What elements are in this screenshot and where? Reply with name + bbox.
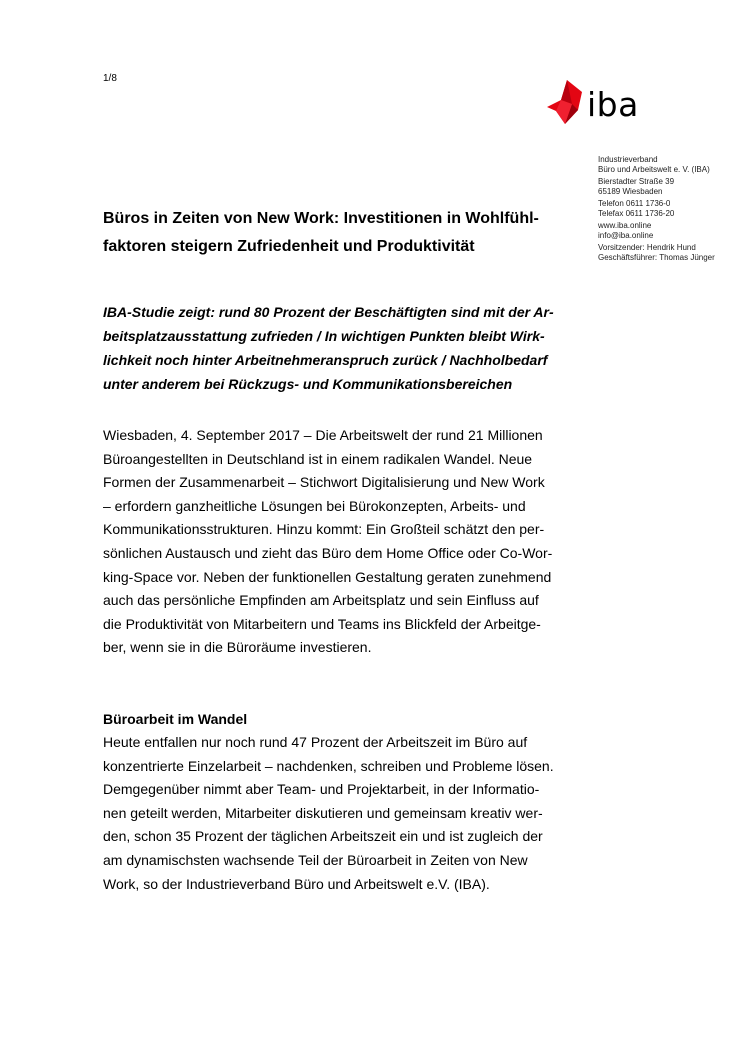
title-line: Büros in Zeiten von New Work: Investitionen in Wohlfühl- — [103, 210, 539, 227]
body-line: sönlichen Austausch und zieht das Büro dem Home Office oder Co-Wor- — [103, 544, 553, 561]
page-number: 1/8 — [103, 73, 117, 84]
body-line: Heute entfallen nur noch rund 47 Prozent der Arbeitszeit im Büro auf — [103, 734, 528, 750]
body-line: Demgegenüber nimmt aber Team- und Projektarbeit, in der Informatio- — [103, 781, 540, 798]
contact-chairman: Vorsitzender: Hendrik Hund — [598, 243, 696, 252]
contact-org-line-1: Industrieverband — [598, 155, 658, 164]
contact-managing-director: Geschäftsführer: Thomas Jünger — [598, 253, 715, 262]
body-line: Büroangestellten in Deutschland ist in einem radikalen Wandel. Neue — [103, 450, 533, 467]
contact-phone: Telefon 0611 1736-0 — [598, 199, 671, 208]
contact-sidebar — [598, 155, 743, 265]
body-line: konzentrierte Einzelarbeit – nachdenken, schreiben und Probleme lösen. — [103, 757, 554, 774]
body-paragraph-2 — [103, 731, 593, 896]
body-line: am dynamischsten wachsende Teil der Büroarbeit in Zeiten von New — [103, 851, 528, 868]
body-line: Wiesbaden, 4. September 2017 – Die Arbeitswelt der rund 21 Millionen — [103, 427, 543, 443]
body-line: Formen der Zusammenarbeit – Stichwort Digitalisierung und New Work — [103, 474, 545, 491]
lead-line: IBA-Studie zeigt: rund 80 Prozent der Beschäftigten sind mit der Ar- — [103, 304, 554, 320]
lead-line: unter anderem bei Rückzugs- und Kommunikationsbereichen — [103, 376, 513, 392]
body-line: den, schon 35 Prozent der täglichen Arbeitszeit ein und ist zugleich der — [103, 828, 543, 845]
body-line: Work, so der Industrieverband Büro und Arbeitswelt e.V. (IBA). — [103, 875, 490, 892]
contact-website[interactable]: www.iba.online — [598, 221, 652, 230]
section-heading: Büroarbeit im Wandel — [103, 711, 248, 727]
contact-city: 65189 Wiesbaden — [598, 187, 663, 196]
body-line: Kommunikationsstrukturen. Hinzu kommt: Ein Großteil schätzt den per- — [103, 521, 545, 538]
iba-logo — [547, 80, 657, 136]
lead-paragraph — [103, 300, 603, 396]
body-line: – erfordern ganzheitliche Lösungen bei Bürokonzepten, Arbeits- und — [103, 497, 526, 514]
lead-line: beitsplatzausstattung zufrieden / In wichtigen Punkten bleibt Wirk- — [103, 328, 545, 344]
title-line: faktoren steigern Zufriedenheit und Produktivität — [103, 238, 475, 255]
contact-org-line-2: Büro und Arbeitswelt e. V. (IBA) — [598, 165, 710, 174]
body-line: ber, wenn sie in die Büroräume investieren. — [103, 639, 372, 656]
contact-street: Bierstadter Straße 39 — [598, 177, 675, 186]
iba-logo-icon — [547, 80, 587, 136]
lead-line: lichkeit noch hinter Arbeitnehmeranspruch zurück / Nachholbedarf — [103, 352, 548, 368]
body-line: nen geteilt werden, Mitarbeiter diskutieren und gemeinsam kreativ wer- — [103, 804, 543, 821]
body-paragraph-1 — [103, 424, 593, 660]
contact-email[interactable]: info@iba.online — [598, 231, 654, 240]
page-title — [103, 205, 593, 261]
contact-fax: Telefax 0611 1736-20 — [598, 209, 675, 218]
body-line: auch das persönliche Empfinden am Arbeitsplatz und sein Einfluss auf — [103, 592, 539, 609]
body-line: die Produktivität von Mitarbeitern und Teams ins Blickfeld der Arbeitge- — [103, 615, 541, 632]
logo-wordmark: iba — [587, 85, 639, 124]
body-line: king-Space vor. Neben der funktionellen Gestaltung geraten zunehmend — [103, 568, 552, 585]
